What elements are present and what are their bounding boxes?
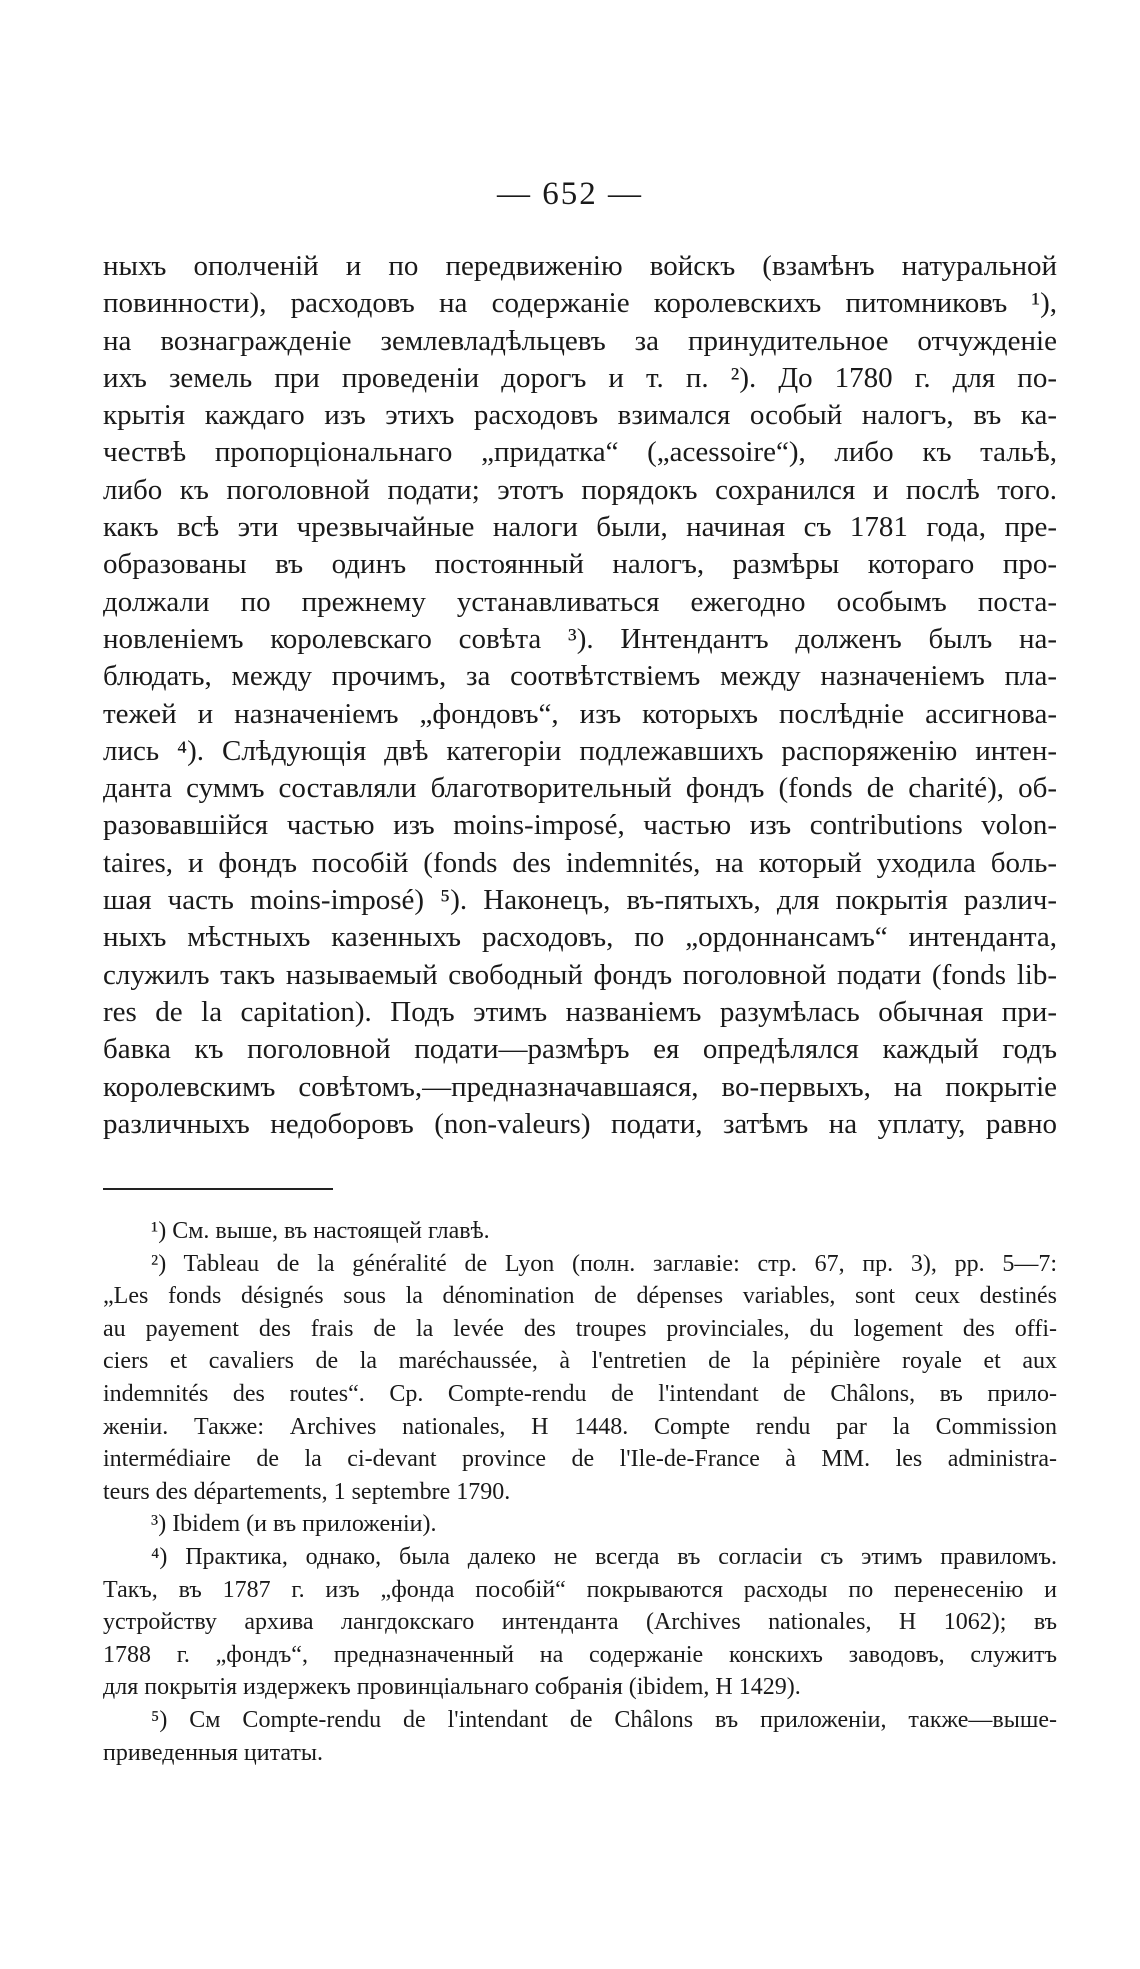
footnote-line: indemnités des routes“. Ср. Compte-rendu de l'intendant de Châlons, въ прило-	[103, 1380, 1057, 1407]
body-line: чествѣ пропорціональнаго „придатка“ („acessoire“), либо къ тальѣ,	[103, 436, 1057, 469]
body-line: разовавшійся частью изъ moins-imposé, частью изъ contributions volon-	[103, 809, 1057, 842]
body-line: либо къ поголовной подати; этотъ порядокъ сохранился и послѣ того.	[103, 473, 1057, 506]
body-line: лись ⁴). Слѣдующія двѣ категоріи подлежавшихъ распоряженію интен-	[103, 734, 1057, 767]
body-line: ихъ земель при проведеніи дорогъ и т. п. ²). До 1780 г. для по-	[103, 361, 1057, 394]
footnote-divider	[103, 1188, 333, 1190]
body-line: различныхъ недоборовъ (non-valeurs) подати, затѣмъ на уплату, равно	[103, 1107, 1057, 1140]
body-line: служилъ такъ называемый свободный фондъ поголовной подати (fonds lib-	[103, 958, 1057, 991]
body-line: какъ всѣ эти чрезвычайные налоги были, начиная съ 1781 года, пре-	[103, 511, 1057, 544]
body-line: taires, и фондъ пособій (fonds des indemnités, на который уходила боль-	[103, 846, 1057, 879]
footnote-line: intermédiaire de la ci-devant province de l'Ile-de-France à MM. les administra-	[103, 1446, 1057, 1473]
body-line: крытія каждаго изъ этихъ расходовъ взимался особый налогъ, въ ка-	[103, 399, 1057, 432]
body-line: данта суммъ составляли благотворительный фондъ (fonds de charité), об-	[103, 772, 1057, 805]
body-line: тежей и назначеніемъ „фондовъ“, изъ которыхъ послѣдніе ассигнова-	[103, 697, 1057, 730]
body-line: ныхъ ополченій и по передвиженію войскъ (взамѣнъ натуральной	[103, 250, 1057, 282]
footnote-line: 1788 г. „фондъ“, предназначенный на содержаніе конскихъ заводовъ, служитъ	[103, 1641, 1057, 1668]
body-line: повинности), расходовъ на содержаніе королевскихъ питомниковъ ¹),	[103, 287, 1057, 320]
footnotes	[103, 1215, 1057, 1769]
footnote-line: ²) Tableau de la généralité de Lyon (полн. заглавіе: стр. 67, пр. 3), pp. 5—7:	[151, 1250, 1057, 1277]
body-line: новленіемъ королевскаго совѣта ³). Интендантъ долженъ былъ на-	[103, 622, 1057, 655]
footnote-line: устройству архива лангдокскаго интенданта (Archives nationales, H 1062); въ	[103, 1609, 1057, 1636]
body-line: блюдать, между прочимъ, за соотвѣтствіемъ между назначеніемъ пла-	[103, 660, 1057, 693]
page-number: — 652 —	[497, 176, 643, 212]
body-line: шая часть moins-imposé) ⁵). Наконецъ, въ-пятыхъ, для покрытія различ-	[103, 884, 1057, 917]
body-line: на вознагражденіе землевладѣльцевъ за принудительное отчужденіе	[103, 324, 1057, 357]
footnote-line: женіи. Также: Archives nationales, H 1448. Compte rendu par la Commission	[103, 1413, 1057, 1440]
body-line: бавка къ поголовной подати—размѣръ ея опредѣлялся каждый годъ	[103, 1033, 1057, 1066]
footnote-line: teurs des départements, 1 septembre 1790.	[103, 1478, 511, 1505]
footnote-line: ¹) См. выше, въ настоящей главѣ.	[151, 1218, 490, 1244]
footnote-line: Такъ, въ 1787 г. изъ „фонда пособій“ покрываются расходы по перенесенію и	[103, 1576, 1057, 1603]
body-line: королевскимъ совѣтомъ,—предназначавшаяся, во-первыхъ, на покрытіе	[103, 1070, 1057, 1103]
body-text	[103, 248, 1057, 1143]
footnote-line: приведенныя цитаты.	[103, 1739, 324, 1766]
footnote-line: ⁴) Практика, однако, была далеко не всегда въ согласіи съ этимъ правиломъ.	[151, 1543, 1057, 1570]
footnote-line: для покрытія издержекъ провинціальнаго собранія (ibidem, H 1429).	[103, 1674, 801, 1701]
body-line: должали по прежнему устанавливаться ежегодно особымъ поста-	[103, 585, 1057, 618]
footnote-line: au payement des frais de la levée des troupes provinciales, du logement des offi-	[103, 1315, 1057, 1342]
body-line: образованы въ одинъ постоянный налогъ, размѣры котораго про-	[103, 548, 1057, 581]
footnote-line: ⁵) См Compte-rendu de l'intendant de Châlons въ приложеніи, также—выше-	[151, 1706, 1057, 1733]
footnote-line: „Les fonds désignés sous la dénomination de dépenses variables, sont ceux destinés	[103, 1283, 1057, 1310]
footnote-line: ³) Ibidem (и въ приложеніи).	[151, 1511, 437, 1538]
body-line: ныхъ мѣстныхъ казенныхъ расходовъ, по „ордоннансамъ“ интенданта,	[103, 921, 1057, 954]
footnote-line: ciers et cavaliers de la maréchaussée, à l'entretien de la pépinière royale et aux	[103, 1348, 1057, 1375]
body-line: res de la capitation). Подъ этимъ названіемъ разумѣлась обычная при-	[103, 995, 1057, 1028]
